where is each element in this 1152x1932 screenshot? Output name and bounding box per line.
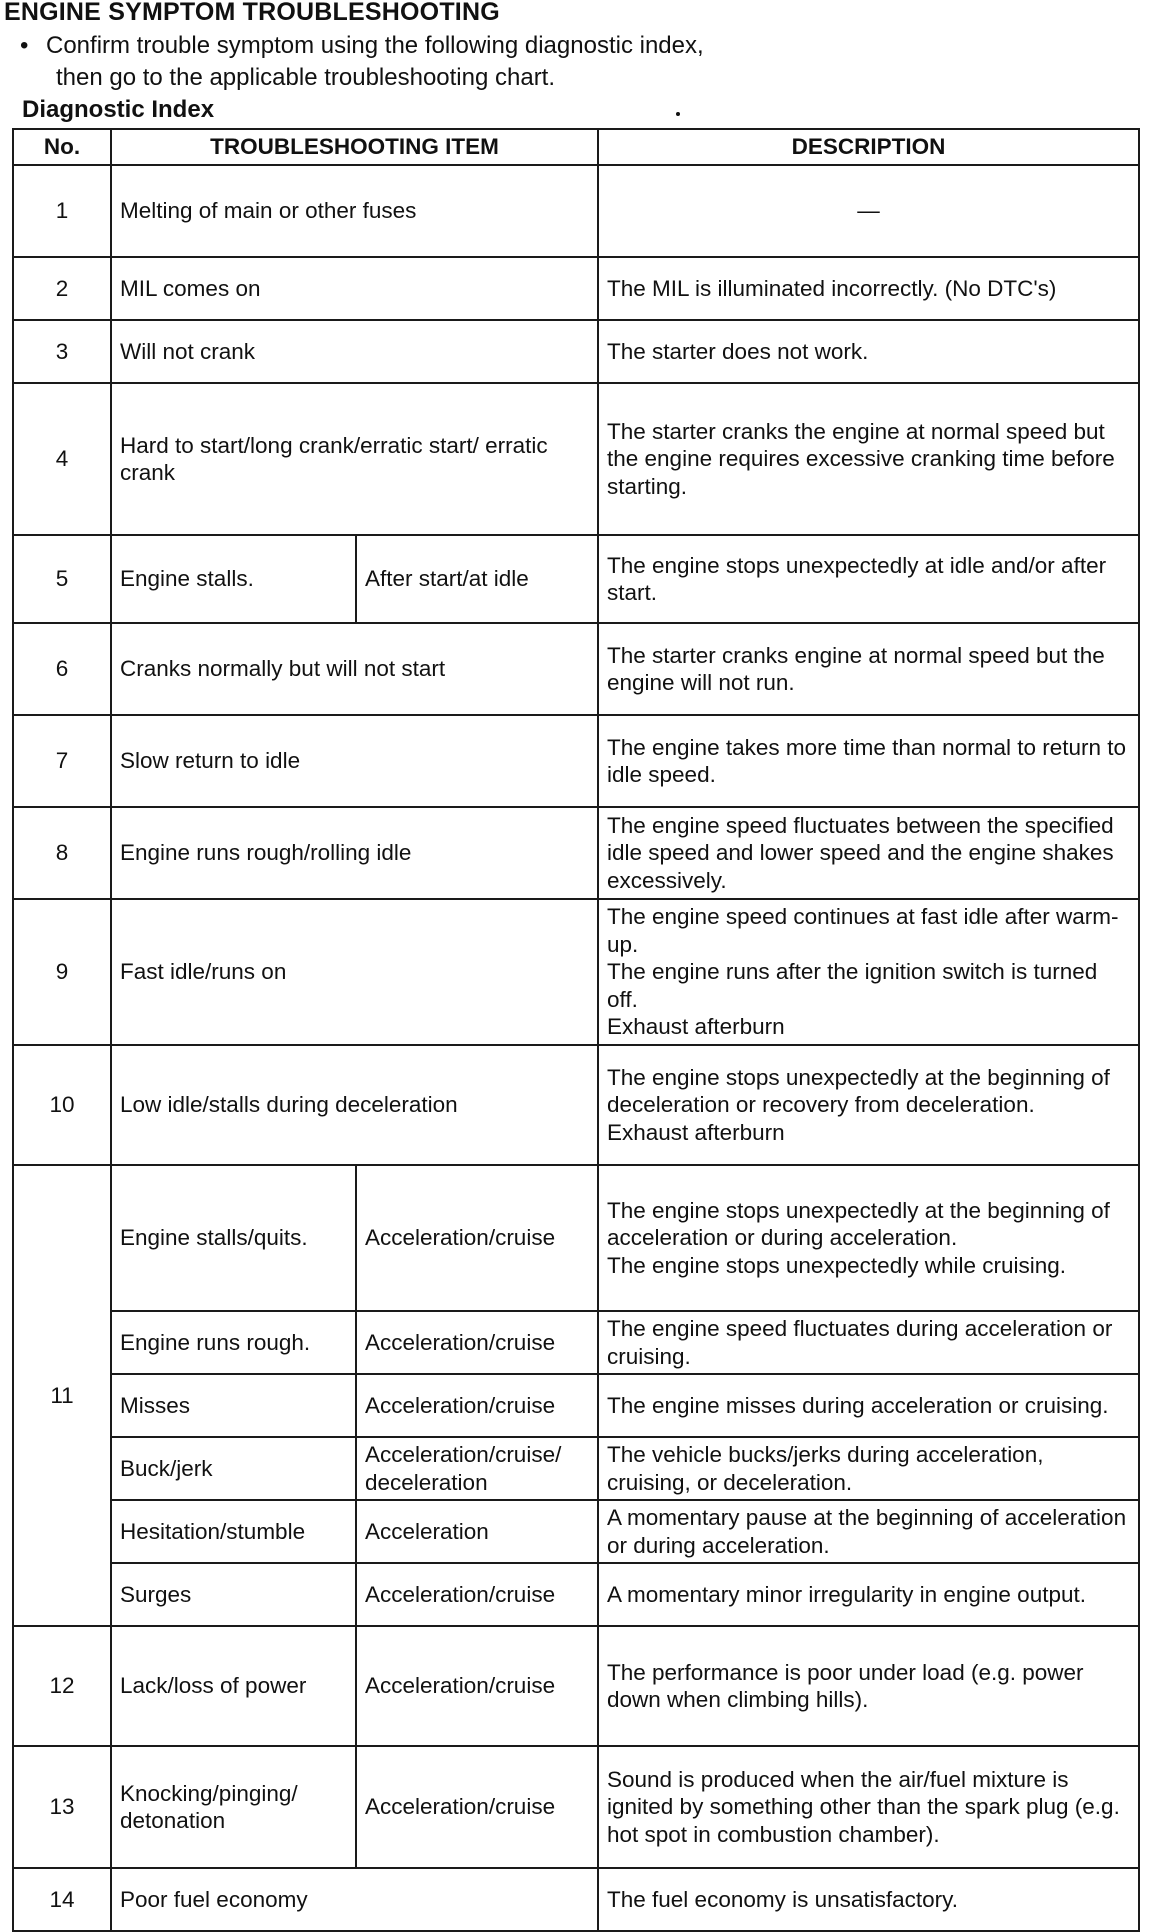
description-line: The engine runs after the ignition switch is turned off. bbox=[607, 959, 1098, 1012]
description bbox=[598, 1045, 1139, 1165]
description: The starter cranks the engine at normal speed but the engine requires excessive cranking time before starting. bbox=[598, 383, 1139, 535]
condition: Acceleration/cruise bbox=[356, 1626, 598, 1746]
description: The engine takes more time than normal to return to idle speed. bbox=[598, 715, 1139, 807]
description: The performance is poor under load (e.g. power down when climbing hills). bbox=[598, 1626, 1139, 1746]
condition: Acceleration/cruise bbox=[356, 1165, 598, 1311]
condition: Acceleration/cruise bbox=[356, 1563, 598, 1626]
description: The starter cranks engine at normal speed but the engine will not run. bbox=[598, 623, 1139, 715]
description: Sound is produced when the air/fuel mixture is ignited by something other than the spark plug (e.g. hot spot in combustion chamber). bbox=[598, 1746, 1139, 1868]
row-number: 8 bbox=[13, 807, 111, 899]
troubleshooting-item: Knocking/pinging/ detonation bbox=[111, 1746, 356, 1868]
row-number: 1 bbox=[13, 165, 111, 257]
description: The fuel economy is unsatisfactory. bbox=[598, 1868, 1139, 1931]
condition: Acceleration/cruise bbox=[356, 1311, 598, 1374]
stray-mark bbox=[676, 112, 680, 116]
table-subrow bbox=[13, 1437, 1139, 1500]
troubleshooting-item: Hesitation/stumble bbox=[111, 1500, 356, 1563]
column-header-item: TROUBLESHOOTING ITEM bbox=[111, 129, 598, 165]
row-number: 10 bbox=[13, 1045, 111, 1165]
table-subrow bbox=[13, 1500, 1139, 1563]
troubleshooting-item: Melting of main or other fuses bbox=[111, 165, 598, 257]
description: The engine speed fluctuates during acceleration or cruising. bbox=[598, 1311, 1139, 1374]
row-number: 14 bbox=[13, 1868, 111, 1931]
row-number: 9 bbox=[13, 899, 111, 1045]
description-line: Exhaust afterburn bbox=[607, 1119, 785, 1145]
table-row bbox=[13, 807, 1139, 899]
description bbox=[598, 1165, 1139, 1311]
row-number: 7 bbox=[13, 715, 111, 807]
row-number: 4 bbox=[13, 383, 111, 535]
description-line: The engine stops unexpectedly at the beginning of deceleration or recovery from deceleration. bbox=[607, 1064, 1110, 1118]
description: The vehicle bucks/jerks during acceleration, cruising, or deceleration. bbox=[598, 1437, 1139, 1500]
description: A momentary pause at the beginning of acceleration or during acceleration. bbox=[598, 1500, 1139, 1563]
description-line: The engine stops unexpectedly at the beginning of acceleration or during acceleration. bbox=[607, 1197, 1110, 1251]
row-number: 2 bbox=[13, 257, 111, 320]
column-header-description: DESCRIPTION bbox=[598, 129, 1139, 165]
description: The starter does not work. bbox=[598, 320, 1139, 383]
row-number: 11 bbox=[13, 1165, 111, 1626]
page-title: ENGINE SYMPTOM TROUBLESHOOTING bbox=[4, 0, 500, 26]
troubleshooting-item: Misses bbox=[111, 1374, 356, 1437]
troubleshooting-item: Lack/loss of power bbox=[111, 1626, 356, 1746]
description-line: The engine speed continues at fast idle after warm-up. bbox=[607, 904, 1119, 957]
description bbox=[598, 899, 1139, 1045]
troubleshooting-item: Buck/jerk bbox=[111, 1437, 356, 1500]
table-row bbox=[13, 320, 1139, 383]
row-number: 6 bbox=[13, 623, 111, 715]
troubleshooting-item: Surges bbox=[111, 1563, 356, 1626]
troubleshooting-item: Low idle/stalls during deceleration bbox=[111, 1045, 598, 1165]
row-number: 3 bbox=[13, 320, 111, 383]
condition: Acceleration bbox=[356, 1500, 598, 1563]
table-subrow bbox=[13, 1374, 1139, 1437]
table-row bbox=[13, 165, 1139, 257]
description-line: Exhaust afterburn bbox=[607, 1014, 785, 1040]
table-row bbox=[13, 715, 1139, 807]
row-number: 12 bbox=[13, 1626, 111, 1746]
table-row bbox=[13, 535, 1139, 623]
condition: After start/at idle bbox=[356, 535, 598, 623]
table-row bbox=[13, 899, 1139, 1045]
table-row bbox=[13, 1746, 1139, 1868]
table-row bbox=[13, 623, 1139, 715]
description: — bbox=[598, 165, 1139, 257]
table-row bbox=[13, 383, 1139, 535]
table-subrow bbox=[13, 1563, 1139, 1626]
troubleshooting-item: Poor fuel economy bbox=[111, 1868, 598, 1931]
instruction-line-2: then go to the applicable troubleshooting chart. bbox=[56, 64, 556, 91]
description: The engine misses during acceleration or cruising. bbox=[598, 1374, 1139, 1437]
description: The engine speed fluctuates between the specified idle speed and lower speed and the engine shakes excessively. bbox=[598, 807, 1139, 899]
condition: Acceleration/cruise/ deceleration bbox=[356, 1437, 598, 1500]
row-number: 13 bbox=[13, 1746, 111, 1868]
condition: Acceleration/cruise bbox=[356, 1746, 598, 1868]
troubleshooting-item: Engine runs rough/rolling idle bbox=[111, 807, 598, 899]
description: The MIL is illuminated incorrectly. (No DTC's) bbox=[598, 257, 1139, 320]
table-row bbox=[13, 1626, 1139, 1746]
description: A momentary minor irregularity in engine output. bbox=[598, 1563, 1139, 1626]
description-line: The engine stops unexpectedly while cruising. bbox=[607, 1252, 1067, 1278]
troubleshooting-item: Fast idle/runs on bbox=[111, 899, 598, 1045]
description: The engine stops unexpectedly at idle and/or after start. bbox=[598, 535, 1139, 623]
troubleshooting-item: Slow return to idle bbox=[111, 715, 598, 807]
troubleshooting-item: Cranks normally but will not start bbox=[111, 623, 598, 715]
troubleshooting-item: Engine stalls. bbox=[111, 535, 356, 623]
table-row bbox=[13, 1165, 1139, 1311]
table-row bbox=[13, 1868, 1139, 1931]
condition: Acceleration/cruise bbox=[356, 1374, 598, 1437]
diagnostic-index-table bbox=[12, 128, 1140, 1932]
bullet-icon: • bbox=[20, 32, 29, 59]
instruction-line-1: Confirm trouble symptom using the following diagnostic index, bbox=[46, 32, 704, 59]
row-number: 5 bbox=[13, 535, 111, 623]
table-header-row bbox=[13, 129, 1139, 165]
section-subtitle: Diagnostic Index bbox=[22, 96, 215, 123]
troubleshooting-item: MIL comes on bbox=[111, 257, 598, 320]
instruction-bullet bbox=[20, 30, 704, 94]
troubleshooting-item: Engine stalls/quits. bbox=[111, 1165, 356, 1311]
troubleshooting-item: Hard to start/long crank/erratic start/ erratic crank bbox=[111, 383, 598, 535]
table-subrow bbox=[13, 1311, 1139, 1374]
table-row bbox=[13, 1045, 1139, 1165]
column-header-no: No. bbox=[13, 129, 111, 165]
troubleshooting-item: Will not crank bbox=[111, 320, 598, 383]
table-row bbox=[13, 257, 1139, 320]
troubleshooting-item: Engine runs rough. bbox=[111, 1311, 356, 1374]
